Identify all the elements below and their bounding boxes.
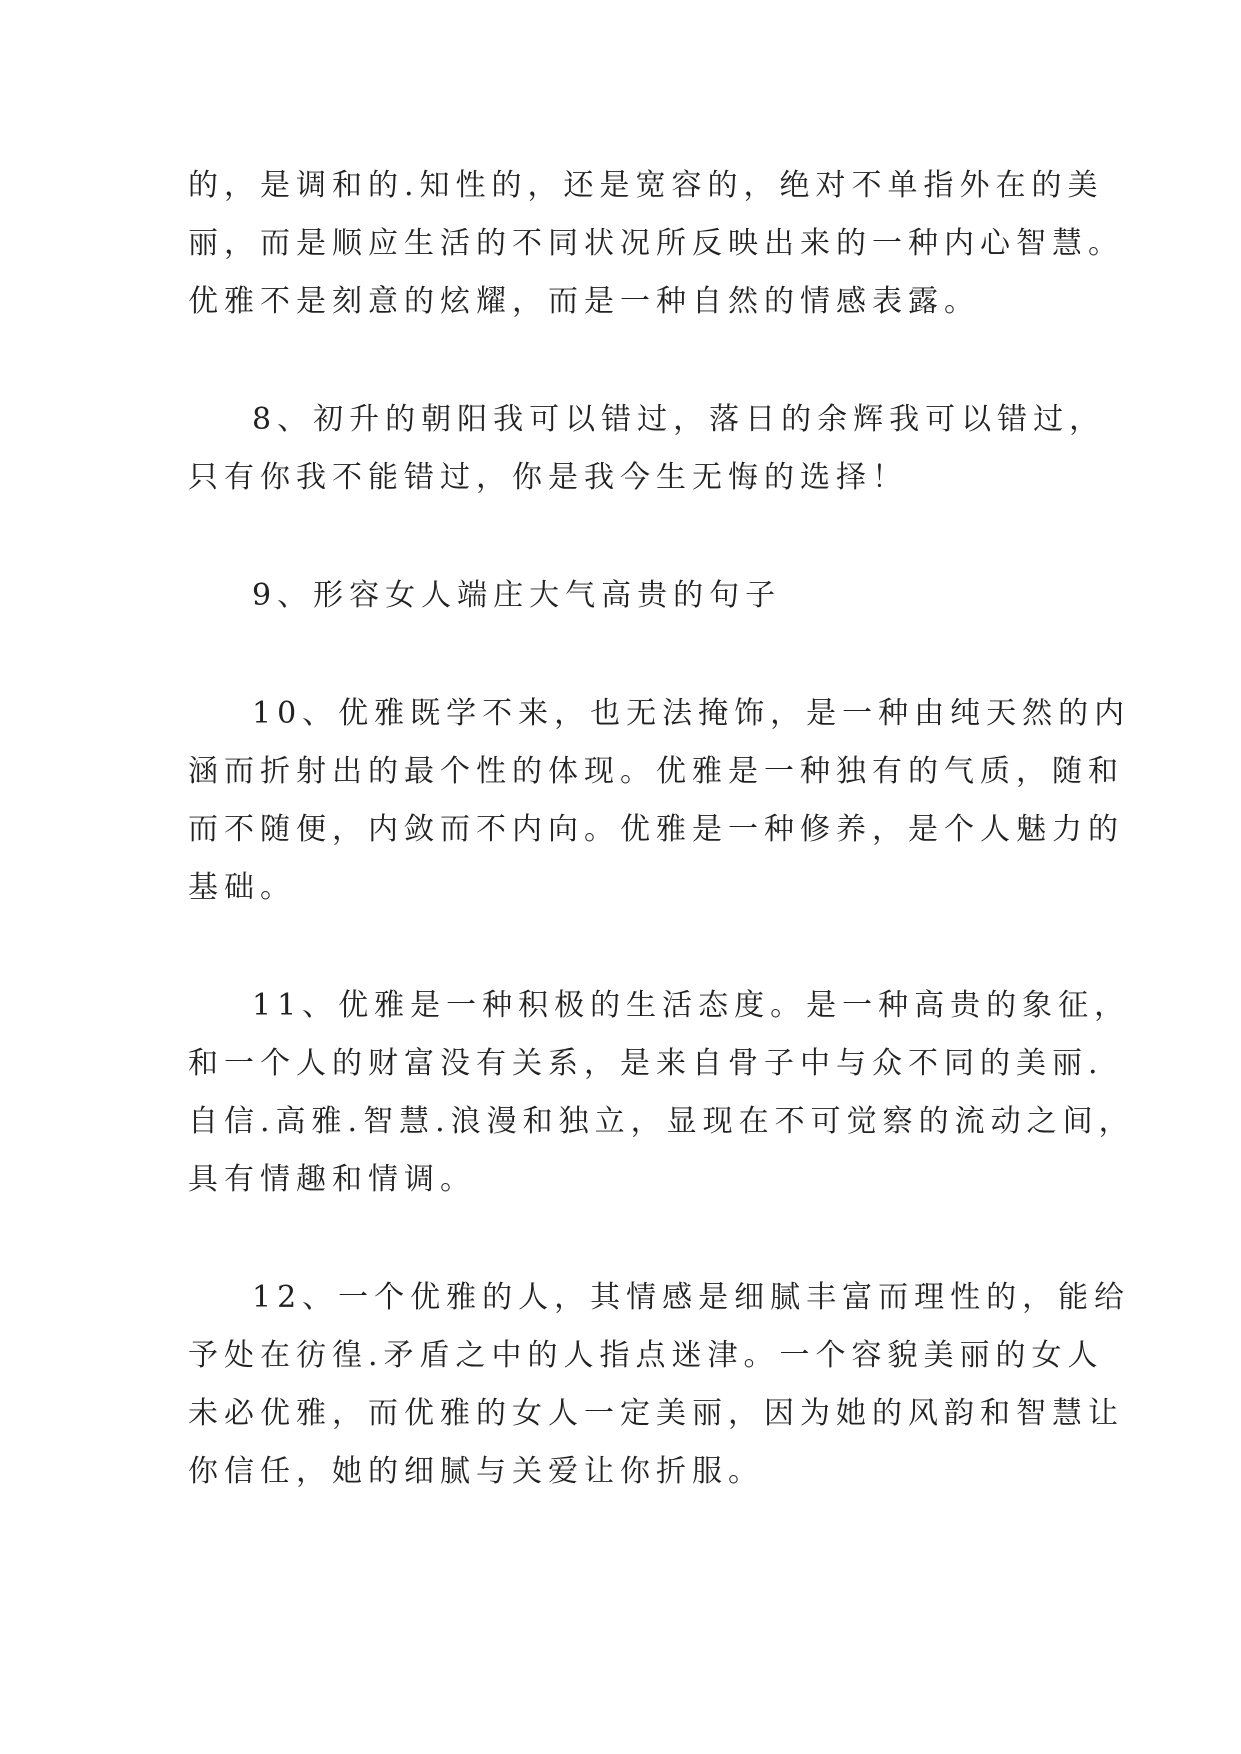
paragraph-line: 10、优雅既学不来，也无法掩饰，是一种由纯天然的内 [252, 696, 1131, 731]
paragraph-line: 未必优雅，而优雅的女人一定美丽，因为她的风韵和智慧让 [188, 1396, 1124, 1431]
paragraph-line: 优雅不是刻意的炫耀，而是一种自然的情感表露。 [188, 284, 980, 319]
document-body [188, 157, 1135, 1501]
paragraph-line: 丽，而是顺应生活的不同状况所反映出来的一种内心智慧。 [188, 226, 1124, 261]
paragraph-line: 8、初升的朝阳我可以错过，落日的余辉我可以错过， [252, 402, 1106, 437]
paragraph-line: 12、一个优雅的人，其情感是细腻丰富而理性的，能给 [252, 1280, 1131, 1315]
paragraph-10 [188, 685, 1131, 917]
paragraph-spacer [188, 331, 1068, 391]
paragraph-line: 11、优雅是一种积极的生活态度。是一种高贵的象征， [252, 988, 1131, 1023]
paragraph-12 [188, 1269, 1131, 1501]
paragraph-line: 只有你我不能错过，你是我今生无悔的选择！ [188, 460, 908, 495]
paragraph-line: 自信.高雅.智慧.浪漫和独立，显现在不可觉察的流动之间， [188, 1104, 1135, 1139]
paragraph-9 [188, 567, 1068, 625]
paragraph-line: 具有情趣和情调。 [188, 1162, 476, 1197]
paragraph-line: 和一个人的财富没有关系，是来自骨子中与众不同的美丽. [188, 1046, 1104, 1081]
paragraph-8 [188, 391, 1106, 507]
paragraph-line: 涵而折射出的最个性的体现。优雅是一种独有的气质，随和 [188, 754, 1124, 789]
paragraph-line: 基础。 [188, 870, 296, 905]
paragraph-7-continuation [188, 157, 1124, 331]
paragraph-line: 9、形容女人端庄大气高贵的句子 [252, 578, 782, 613]
paragraph-spacer [188, 625, 1068, 685]
paragraph-11 [188, 977, 1135, 1209]
paragraph-line: 予处在彷徨.矛盾之中的人指点迷津。一个容貌美丽的女人 [188, 1338, 1104, 1373]
paragraph-spacer [188, 1209, 1068, 1269]
paragraph-spacer [188, 917, 1068, 977]
paragraph-spacer [188, 507, 1068, 567]
paragraph-line: 而不随便，内敛而不内向。优雅是一种修养，是个人魅力的 [188, 812, 1124, 847]
paragraph-line: 的，是调和的.知性的，还是宽容的，绝对不单指外在的美 [188, 168, 1104, 203]
paragraph-line: 你信任，她的细腻与关爱让你折服。 [188, 1454, 764, 1489]
